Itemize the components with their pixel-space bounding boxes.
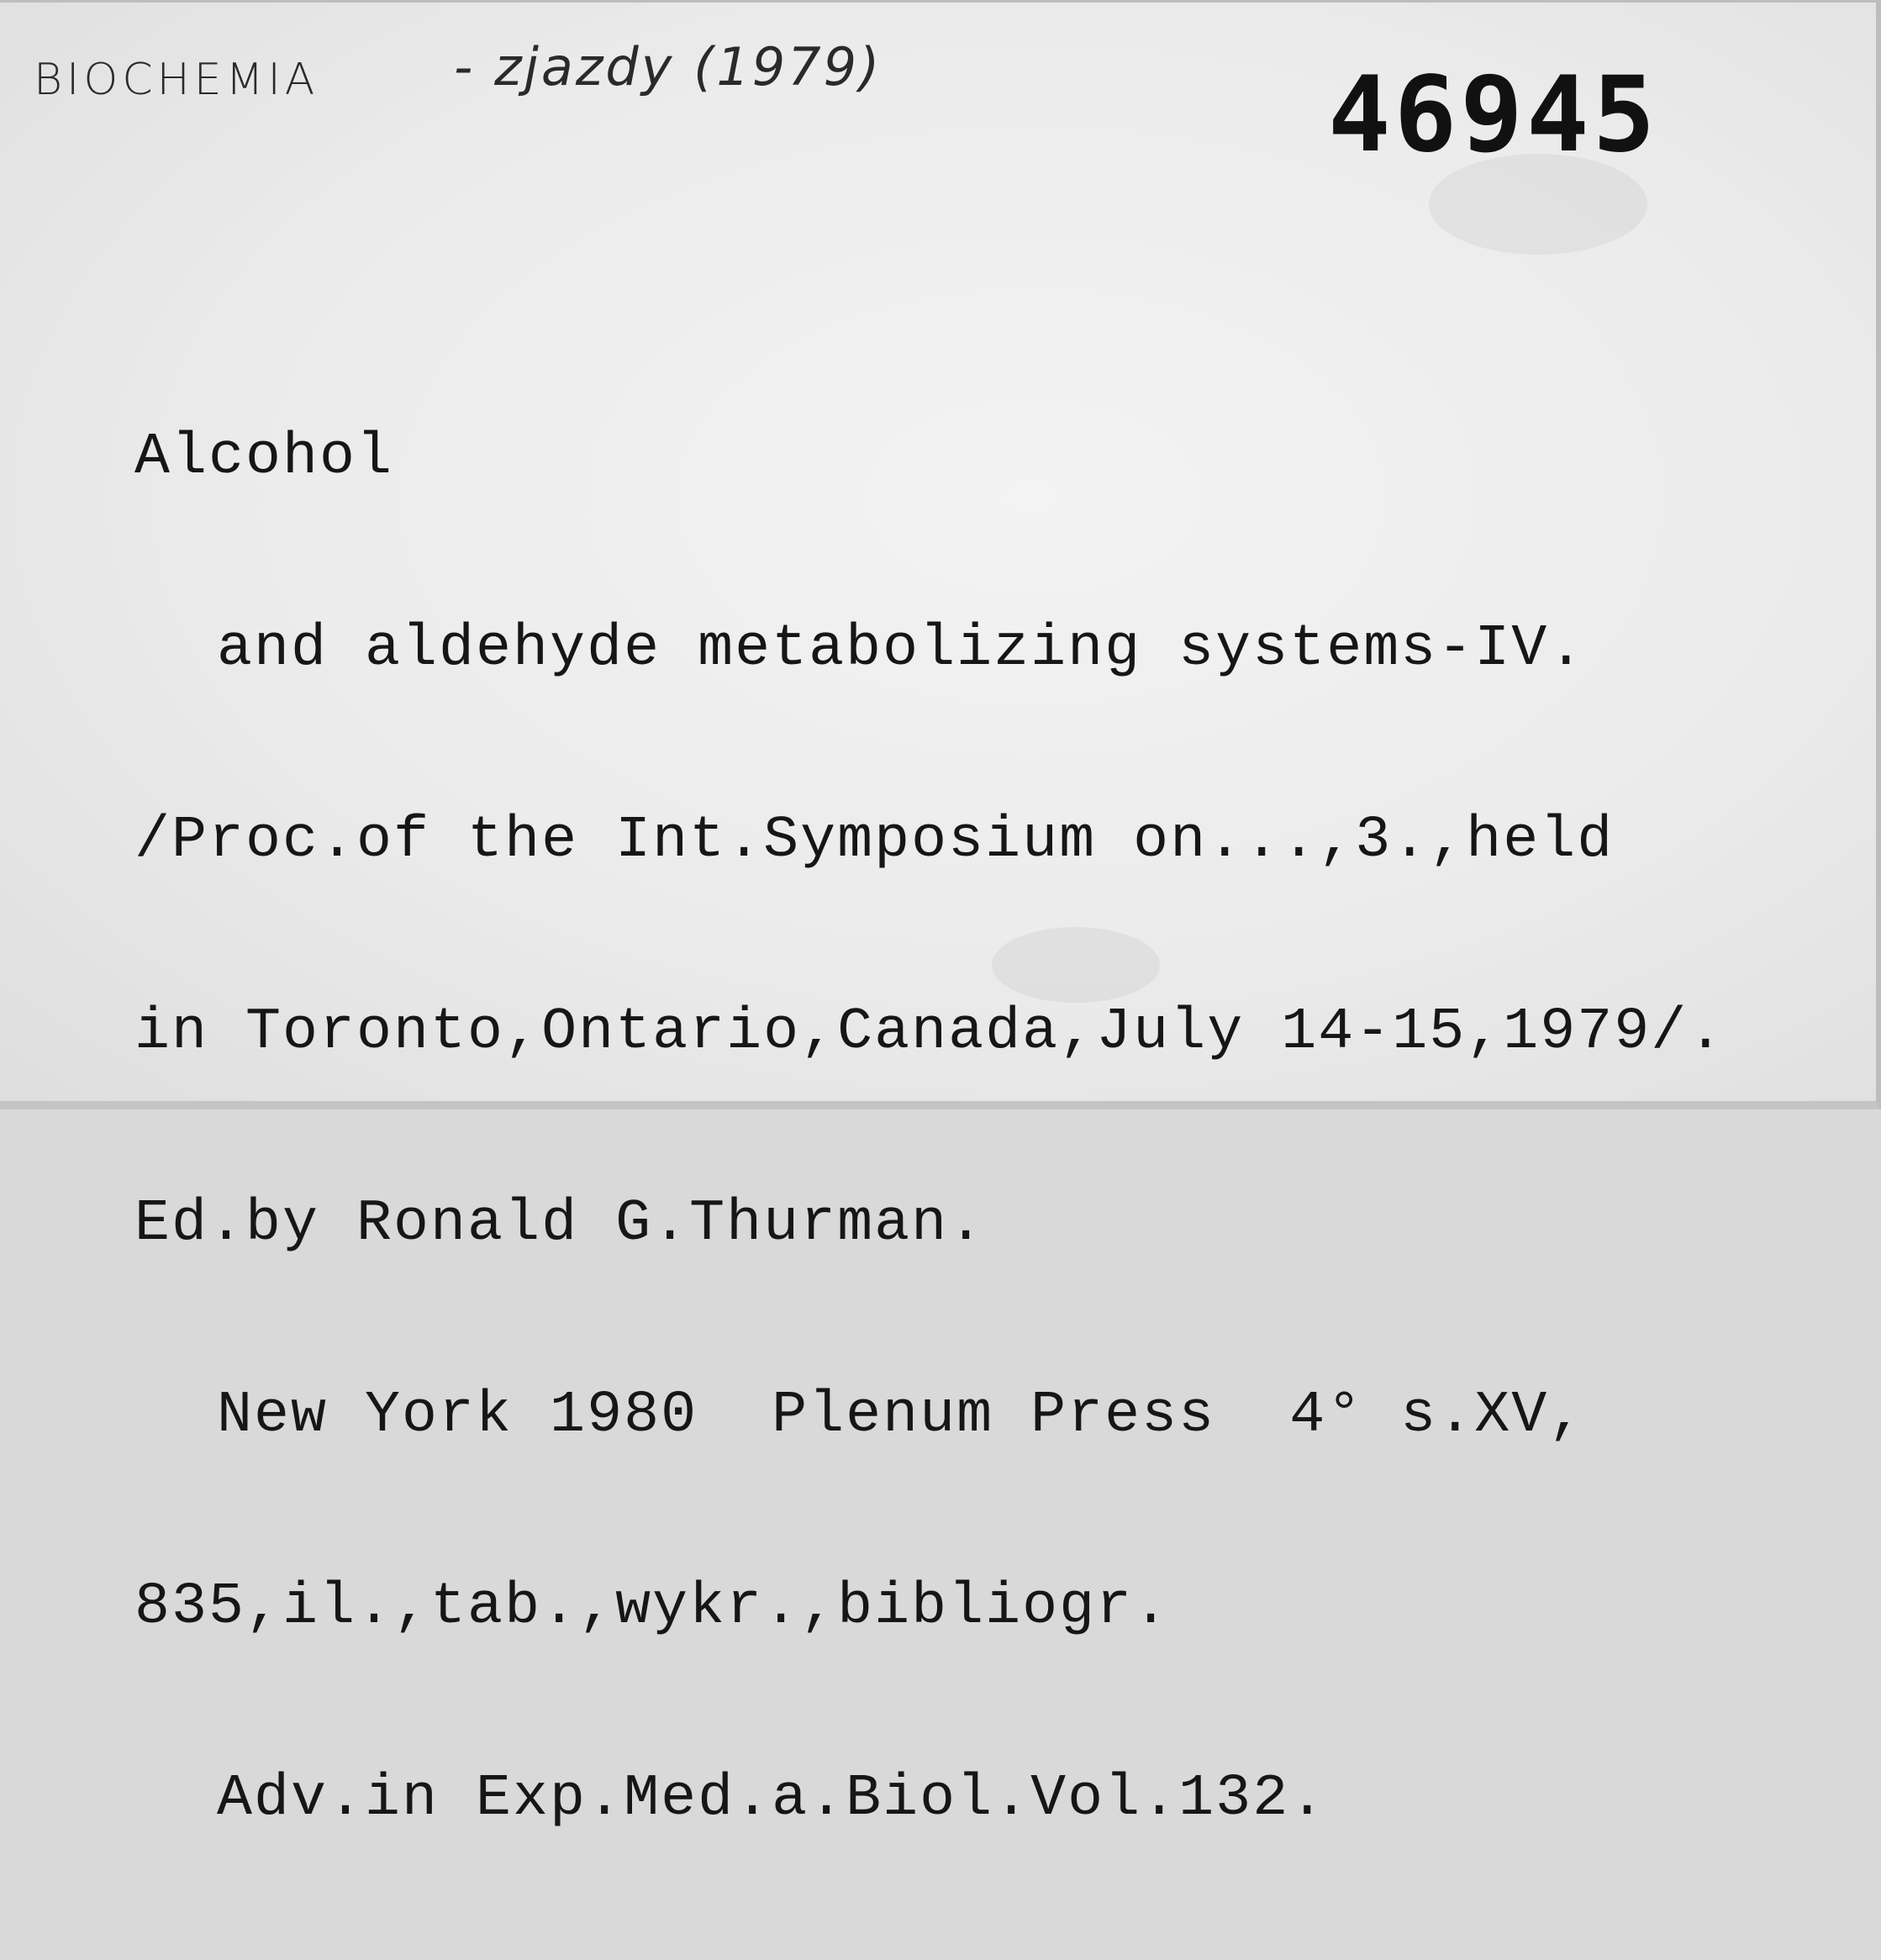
entry-line-title: Alcohol [134, 424, 394, 491]
entry-line-proceedings: /Proc.of the Int.Symposium on...,3.,held [134, 808, 1615, 874]
entry-line-title-cont: and aldehyde metabolizing systems-IV. [217, 616, 1586, 682]
subject-heading: BIOCHEMIA [34, 55, 319, 105]
subject-subdivision: - zjazdy (1979) [454, 36, 883, 97]
call-number: 46945 [1328, 55, 1659, 176]
bibliographic-entry [134, 298, 1725, 1959]
entry-line-location: in Toronto,Ontario,Canada,July 14-15,1979/. [134, 999, 1726, 1066]
entry-line-imprint: New York 1980 Plenum Press 4° s.XV, [217, 1383, 1586, 1449]
entry-line-collation: 835,il.,tab.,wykr.,bibliogr. [134, 1574, 1171, 1641]
entry-line-editor: Ed.by Ronald G.Thurman. [134, 1191, 986, 1257]
entry-line-series: Adv.in Exp.Med.a.Biol.Vol.132. [217, 1766, 1327, 1832]
